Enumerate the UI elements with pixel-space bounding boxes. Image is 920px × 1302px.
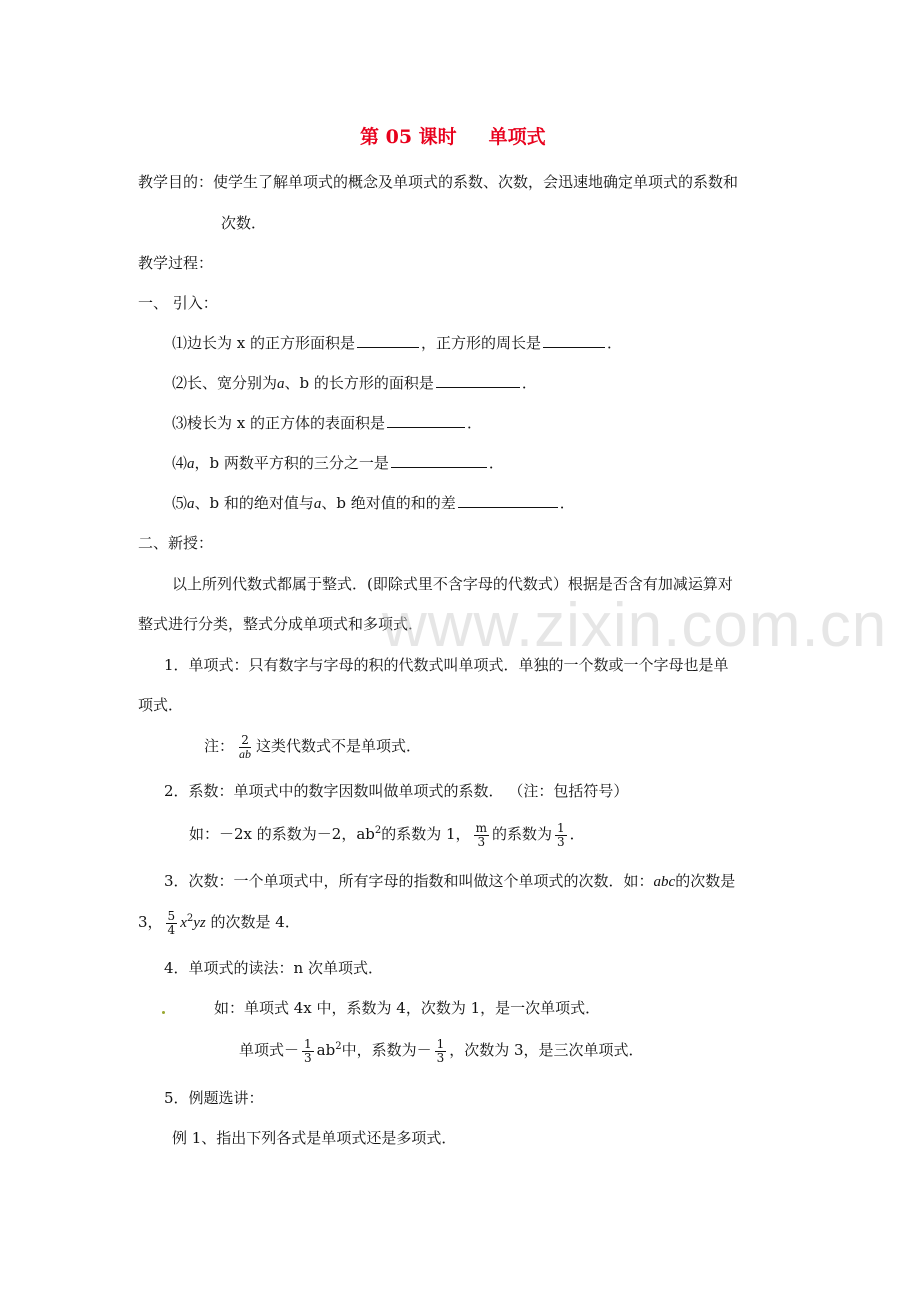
point-4-example-1: 如：单项式 4x 中，系数为 4，次数为 1，是一次单项式． <box>214 999 601 1017</box>
decorative-dot <box>162 1011 165 1014</box>
watermark: www.zixin.com.cn <box>382 591 888 660</box>
note-line: 注： $\frac{2}{ab}$ 这类代数式不是单项式． <box>204 732 422 761</box>
answer-blank[interactable] <box>458 493 558 508</box>
question-1: ⑴边长为 x 的正方形面积是 ，正方形的周长是 ． <box>172 334 623 352</box>
lesson-number: 第 05 课时 <box>360 126 457 148</box>
objective-line-1: 教学目的：使学生了解单项式的概念及单项式的系数、次数，会迅速地确定单项式的系数和 <box>138 173 739 191</box>
intro-line-2: 整式进行分类，整式分成单项式和多项式． <box>138 615 424 633</box>
answer-blank[interactable] <box>436 373 520 388</box>
fraction: $\frac{1}{3}$ <box>556 820 565 849</box>
intro-line-1: 以上所列代数式都属于整式．(即除式里不含字母的代数式）根据是否含有加减运算对 <box>172 575 733 593</box>
point-1-line-1: 1．单项式：只有数字与字母的积的代数式叫单项式．单独的一个数或一个字母也是单 <box>164 656 729 674</box>
point-3-line-1: 3．次数：一个单项式中，所有字母的指数和叫做这个单项式的次数．如：abc的次数是 <box>164 872 736 890</box>
fraction: $\frac{1}{3}$ <box>436 1036 445 1065</box>
process-label: 教学过程： <box>138 254 214 272</box>
point-2: 2．系数：单项式中的数字因数叫做单项式的系数． （注：包括符号） <box>164 782 629 800</box>
question-3: ⑶棱长为 x 的正方体的表面积是 ． <box>172 414 483 432</box>
objective-line-2: 次数． <box>221 214 267 232</box>
answer-blank[interactable] <box>387 413 465 428</box>
question-5: ⑸a、b 和的绝对值与a、b 绝对值的和的差 ． <box>172 494 575 512</box>
point-5: 5．例题选讲： <box>164 1089 264 1107</box>
answer-blank[interactable] <box>543 333 605 348</box>
point-1-line-2: 项式． <box>138 696 184 714</box>
fraction: $\frac{m}{3}$ <box>475 820 487 849</box>
answer-blank[interactable] <box>357 333 419 348</box>
page-title <box>360 127 546 147</box>
fraction: $\frac{1}{3}$ <box>304 1036 312 1065</box>
section-2-heading: 二、新授： <box>138 534 214 552</box>
point-4: 4．单项式的读法：n 次单项式． <box>164 959 383 977</box>
point-3-line-2: 3， $\frac{5}{4}$ $x^2yz$ 的次数是 4． <box>138 908 300 937</box>
section-1-heading: 一、 引入： <box>138 294 218 312</box>
point-4-example-2: 单项式－ $\frac{1}{3}$ $ab^2$中，系数为－ $\frac{1}{3}$ ，次数为 3，是三次单项式． <box>239 1036 644 1065</box>
example-1: 例 1、指出下列各式是单项式还是多项式． <box>172 1129 457 1147</box>
fraction: $\frac{2}{ab}$ <box>239 732 252 761</box>
question-2: ⑵长、宽分别为a、b 的长方形的面积是 ． <box>172 374 537 392</box>
answer-blank[interactable] <box>391 453 487 468</box>
question-4: ⑷a，b 两数平方积的三分之一是 ． <box>172 454 504 472</box>
point-2-example: 如：－2x 的系数为－2，$ab^2$的系数为 1， $\frac{m}{3}$ 的系数为 $\frac{1}{3}$ ． <box>189 820 585 849</box>
fraction: $\frac{5}{4}$ <box>167 908 176 937</box>
lesson-topic: 单项式 <box>488 126 546 148</box>
